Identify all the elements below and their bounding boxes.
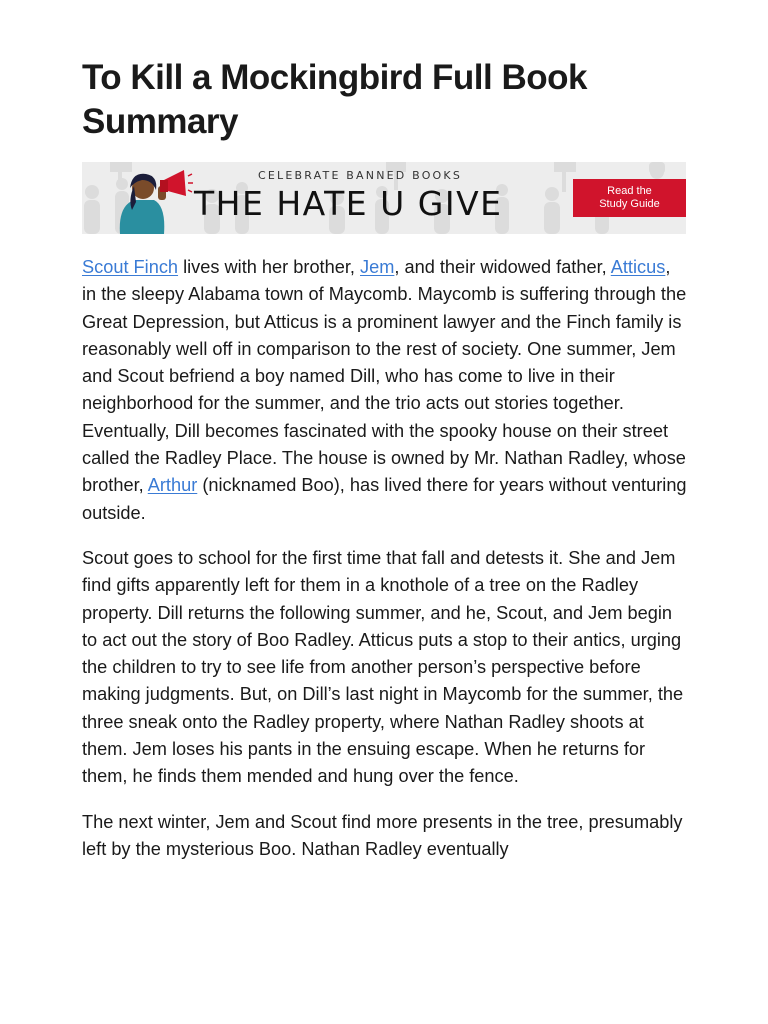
paragraph-text: (nicknamed Boo), has lived there for years without venturing outside.: [82, 475, 687, 523]
link-jem[interactable]: Jem: [360, 257, 395, 277]
paragraph-text: lives with her brother,: [178, 257, 361, 277]
cta-line-2: Study Guide: [599, 198, 660, 210]
read-study-guide-button[interactable]: [573, 179, 686, 217]
summary-paragraph-3: The next winter, Jem and Scout find more presents in the tree, presumably left by the mysterious Boo. Nathan Radley eventually: [82, 811, 683, 859]
link-arthur[interactable]: Arthur: [147, 475, 198, 496]
page-title: To Kill a Mockingbird Full Book Summary: [82, 58, 587, 141]
link-scout-finch[interactable]: Scout Finch: [82, 257, 179, 277]
article: [82, 56, 688, 881]
paragraph-text: , and their widowed father,: [394, 257, 611, 277]
paragraph-text: , in the sleepy Alabama town of Maycomb. Maycomb is suffering through the Great Depression, but Atticus is a prominent lawyer and the Finch family is reasonably well off in comparison to the rest of society. One summer, Jem and Scout befriend a boy named Dill, who has come to live in their neighborhood for the summer, and the trio acts out stories together. Eventually, Dill becomes fascinated with the spooky house on their street called the Radley Place. The house is owned by Mr. Nathan Radley, whose brother,: [82, 257, 687, 496]
cta-line-1: Read the: [607, 185, 652, 197]
megaphone-person-illustration: [110, 166, 194, 234]
summary-paragraph-1: [82, 254, 688, 527]
banner-kicker: CELEBRATE BANNED BOOKS: [258, 169, 463, 182]
summary-body: [82, 254, 688, 863]
banner-book-title: THE HATE U GIVE: [194, 184, 503, 223]
summary-paragraph-2: Scout goes to school for the first time that fall and detests it. She and Jem find gifts apparently left for them in a knothole of a tree on the Radley property. Dill returns the following summer, and he, Scout, and Jem begin to act out the story of Boo Radley. Atticus puts a stop to their antics, urging the children to try to see life from another person’s perspective before making judgments. But, on Dill’s last night in Maycomb for the summer, the three sneak onto the Radley property, where Nathan Radley shoots at them. Jem loses his pants in the ensuing escape. When he returns for them, he finds them mended and hung over the fence.: [82, 547, 684, 787]
banned-books-ad-banner[interactable]: [82, 162, 686, 234]
link-atticus[interactable]: Atticus: [610, 257, 666, 277]
